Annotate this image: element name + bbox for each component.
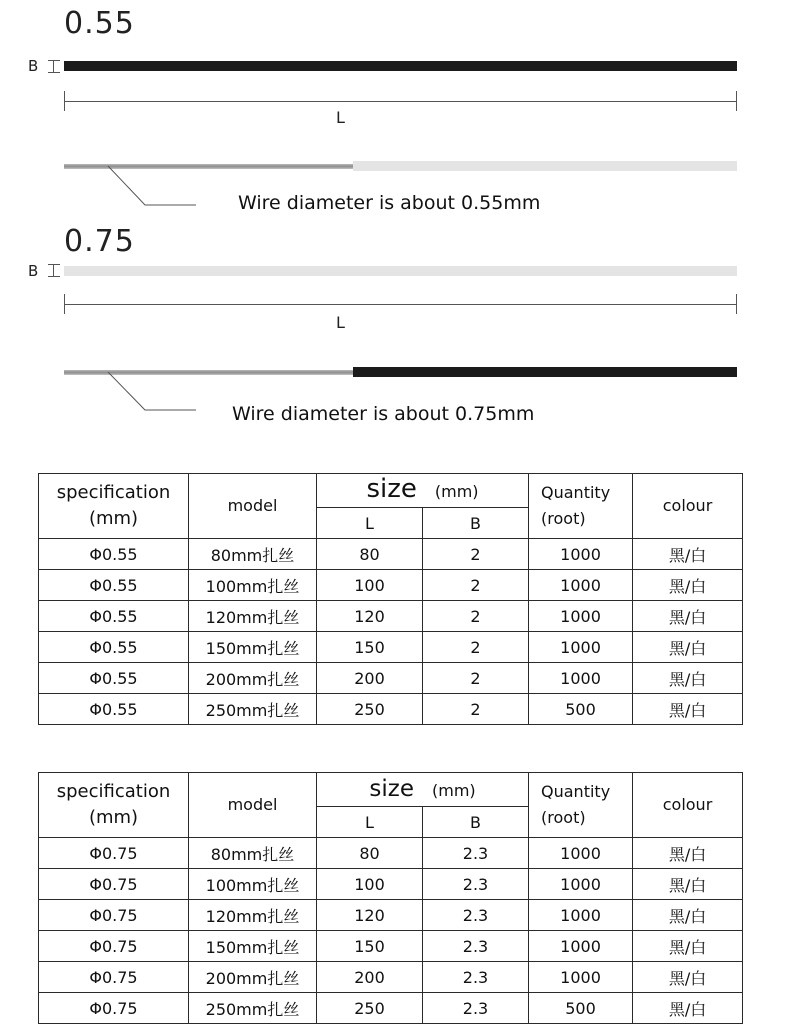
cell-colour: 黑/白 xyxy=(633,993,743,1024)
cell-b: 2.3 xyxy=(423,838,529,869)
cell-qty: 1000 xyxy=(529,570,633,601)
cell-b: 2 xyxy=(423,632,529,663)
cell-b: 2.3 xyxy=(423,993,529,1024)
wire-diameter-caption: Wire diameter is about 0.55mm xyxy=(238,192,541,214)
header-model: model xyxy=(189,773,317,838)
header-colour: colour xyxy=(633,474,743,539)
cell-b: 2 xyxy=(423,694,529,725)
cell-qty: 500 xyxy=(529,694,633,725)
l-dimension-line xyxy=(64,101,737,102)
spec-table-055 xyxy=(38,473,743,725)
cell-colour: 黑/白 xyxy=(633,632,743,663)
cell-model: 200mm扎丝 xyxy=(189,663,317,694)
cell-spec: Φ0.55 xyxy=(39,632,189,663)
cell-spec: Φ0.55 xyxy=(39,663,189,694)
cell-model: 250mm扎丝 xyxy=(189,694,317,725)
cell-model: 120mm扎丝 xyxy=(189,900,317,931)
cell-colour: 黑/白 xyxy=(633,694,743,725)
wire-rod-white xyxy=(64,266,737,276)
table-row xyxy=(39,570,743,601)
cell-l: 80 xyxy=(317,838,423,869)
header-specification xyxy=(39,474,189,539)
cell-spec: Φ0.75 xyxy=(39,838,189,869)
cell-colour: 黑/白 xyxy=(633,838,743,869)
cell-model: 80mm扎丝 xyxy=(189,539,317,570)
header-quantity-label: Quantity xyxy=(541,483,611,502)
cell-model: 120mm扎丝 xyxy=(189,601,317,632)
l-dimension-label: L xyxy=(336,313,345,332)
cell-qty: 1000 xyxy=(529,838,633,869)
cell-model: 100mm扎丝 xyxy=(189,869,317,900)
table-row xyxy=(39,931,743,962)
cell-model: 150mm扎丝 xyxy=(189,632,317,663)
b-dimension-marker-base xyxy=(48,72,60,73)
cell-spec: Φ0.75 xyxy=(39,993,189,1024)
leader-line xyxy=(100,164,210,214)
cell-l: 120 xyxy=(317,601,423,632)
cell-l: 250 xyxy=(317,993,423,1024)
cell-model: 80mm扎丝 xyxy=(189,838,317,869)
cell-colour: 黑/白 xyxy=(633,931,743,962)
table-row xyxy=(39,601,743,632)
leader-line xyxy=(100,370,210,420)
table-row xyxy=(39,632,743,663)
cell-b: 2 xyxy=(423,539,529,570)
cell-colour: 黑/白 xyxy=(633,663,743,694)
l-dimension-line xyxy=(64,304,737,305)
cell-b: 2.3 xyxy=(423,869,529,900)
cell-b: 2 xyxy=(423,663,529,694)
cell-spec: Φ0.75 xyxy=(39,869,189,900)
table-row xyxy=(39,838,743,869)
cell-spec: Φ0.75 xyxy=(39,962,189,993)
spec-table-075 xyxy=(38,772,743,1024)
header-size-label: size xyxy=(369,775,414,802)
cell-b: 2 xyxy=(423,601,529,632)
table-row xyxy=(39,993,743,1024)
header-specification xyxy=(39,773,189,838)
cell-l: 150 xyxy=(317,632,423,663)
cell-qty: 1000 xyxy=(529,900,633,931)
cell-b: 2.3 xyxy=(423,931,529,962)
header-quantity xyxy=(529,474,633,539)
cell-b: 2.3 xyxy=(423,962,529,993)
cell-qty: 1000 xyxy=(529,663,633,694)
cell-l: 200 xyxy=(317,962,423,993)
b-dimension-marker-base xyxy=(48,276,60,277)
header-quantity-unit: (root) xyxy=(541,509,586,528)
cell-model: 250mm扎丝 xyxy=(189,993,317,1024)
cell-colour: 黑/白 xyxy=(633,962,743,993)
b-dimension-marker xyxy=(48,264,60,265)
cell-l: 150 xyxy=(317,931,423,962)
cell-l: 80 xyxy=(317,539,423,570)
cell-spec: Φ0.75 xyxy=(39,900,189,931)
wire-sleeve-white xyxy=(353,161,737,171)
table-row xyxy=(39,694,743,725)
header-size xyxy=(317,773,529,807)
header-quantity xyxy=(529,773,633,838)
cell-qty: 1000 xyxy=(529,869,633,900)
header-l: L xyxy=(317,807,423,838)
cell-l: 100 xyxy=(317,869,423,900)
cell-qty: 1000 xyxy=(529,632,633,663)
wire-sleeve-black xyxy=(353,367,737,377)
table-row xyxy=(39,663,743,694)
table-row xyxy=(39,962,743,993)
cell-qty: 1000 xyxy=(529,931,633,962)
cell-colour: 黑/白 xyxy=(633,570,743,601)
cell-model: 100mm扎丝 xyxy=(189,570,317,601)
cell-colour: 黑/白 xyxy=(633,869,743,900)
header-quantity-unit: (root) xyxy=(541,808,586,827)
table-row xyxy=(39,539,743,570)
cell-colour: 黑/白 xyxy=(633,601,743,632)
header-colour: colour xyxy=(633,773,743,838)
header-specification-unit: (mm) xyxy=(88,807,139,828)
header-b: B xyxy=(423,508,529,539)
cell-l: 100 xyxy=(317,570,423,601)
header-specification-label: specification xyxy=(56,781,171,802)
b-dimension-label: B xyxy=(28,262,39,280)
diagram-title: 0.75 xyxy=(64,224,135,259)
cell-spec: Φ0.55 xyxy=(39,694,189,725)
cell-l: 250 xyxy=(317,694,423,725)
b-dimension-marker-stem xyxy=(53,60,54,72)
diagram-title: 0.55 xyxy=(64,6,135,41)
wire-rod-black xyxy=(64,61,737,71)
header-b: B xyxy=(423,807,529,838)
cell-qty: 1000 xyxy=(529,539,633,570)
l-dimension-label: L xyxy=(336,108,345,127)
cell-colour: 黑/白 xyxy=(633,539,743,570)
cell-qty: 1000 xyxy=(529,962,633,993)
header-specification-unit: (mm) xyxy=(88,508,139,529)
cell-qty: 1000 xyxy=(529,601,633,632)
cell-spec: Φ0.55 xyxy=(39,539,189,570)
cell-colour: 黑/白 xyxy=(633,900,743,931)
cell-l: 200 xyxy=(317,663,423,694)
header-model: model xyxy=(189,474,317,539)
header-size-unit: (mm) xyxy=(431,780,476,800)
b-dimension-label: B xyxy=(28,57,39,75)
header-specification-label: specification xyxy=(56,482,171,503)
cell-spec: Φ0.55 xyxy=(39,601,189,632)
b-dimension-marker xyxy=(48,60,60,61)
header-l: L xyxy=(317,508,423,539)
cell-b: 2 xyxy=(423,570,529,601)
table-row xyxy=(39,900,743,931)
cell-model: 150mm扎丝 xyxy=(189,931,317,962)
cell-l: 120 xyxy=(317,900,423,931)
header-size-label: size xyxy=(366,474,417,504)
header-size xyxy=(317,474,529,508)
cell-spec: Φ0.75 xyxy=(39,931,189,962)
header-size-unit: (mm) xyxy=(434,482,479,501)
cell-qty: 500 xyxy=(529,993,633,1024)
cell-spec: Φ0.55 xyxy=(39,570,189,601)
wire-diameter-caption: Wire diameter is about 0.75mm xyxy=(232,403,535,425)
header-quantity-label: Quantity xyxy=(541,782,611,801)
cell-b: 2.3 xyxy=(423,900,529,931)
table-row xyxy=(39,869,743,900)
cell-model: 200mm扎丝 xyxy=(189,962,317,993)
b-dimension-marker-stem xyxy=(53,264,54,276)
